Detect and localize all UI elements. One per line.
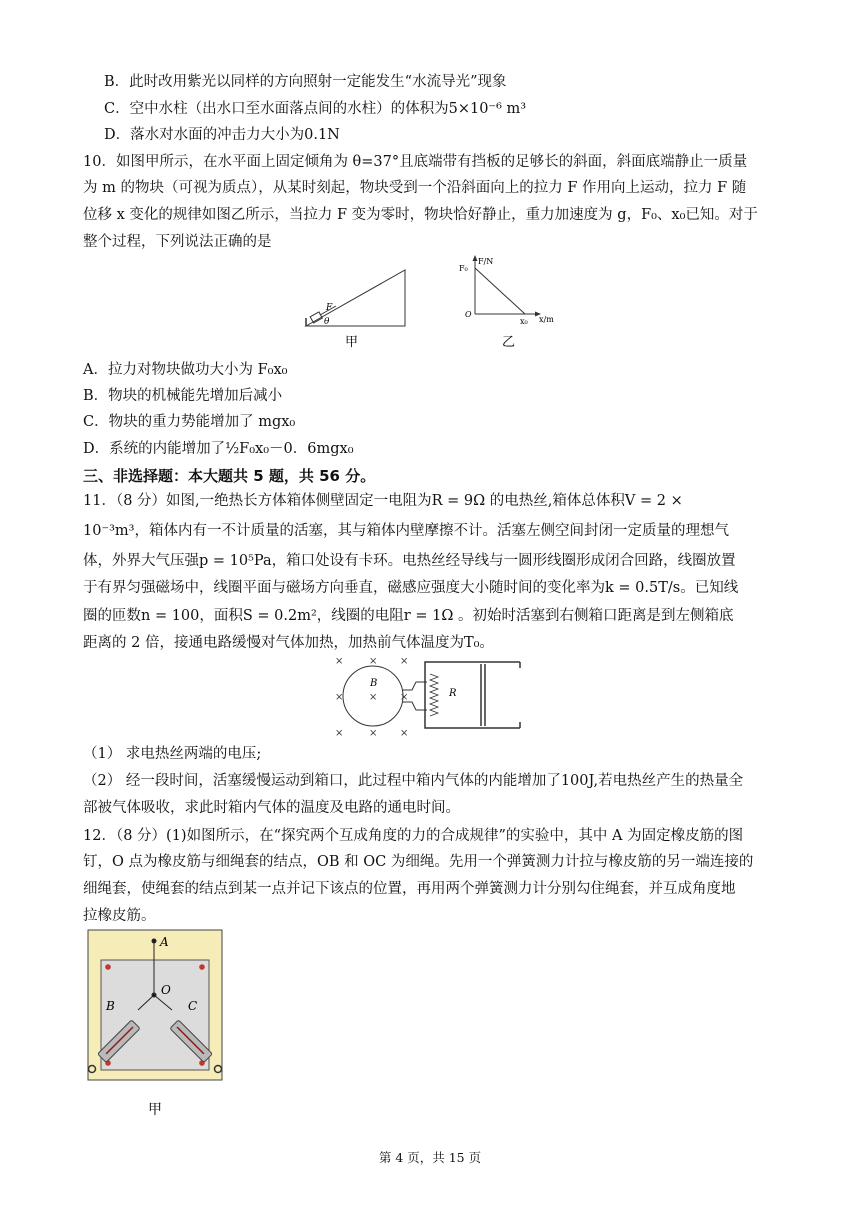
svg-text:×: × <box>369 692 378 703</box>
q11-sub-1: （1） 求电热丝两端的电压; <box>83 746 262 762</box>
q11-line-4: 于有界匀强磁场中，线圈平面与磁场方向垂直，磁感应强度大小随时间的变化率为k = 0.5T/s。已知线 <box>83 580 739 596</box>
q10-yi-y-axis: F/N <box>478 257 494 266</box>
magnetic-field-crosses <box>335 656 408 739</box>
q10-option-d: D．系统的内能增加了½F₀x₀－0．6mgx₀ <box>83 441 354 457</box>
q11-line-1: 11．（8 分）如图,一绝热长方体箱体侧壁固定一电阻为R = 9Ω 的电热丝,箱体总体积V = 2 × <box>83 493 683 509</box>
q10-line-1: 10．如图甲所示，在水平面上固定倾角为 θ=37°且底端带有挡板的足够长的斜面，斜面底端静止一质量 <box>83 154 748 170</box>
svg-text:×: × <box>335 728 344 739</box>
q12-b-label: B <box>106 999 115 1013</box>
q10-yi-origin: O <box>465 310 472 319</box>
svg-text:×: × <box>400 728 409 739</box>
q10-yi-f0: F₀ <box>459 264 468 273</box>
svg-text:×: × <box>335 692 344 703</box>
svg-text:×: × <box>400 692 409 703</box>
q12-line-2: 钉，O 点为橡皮筋与细绳套的结点，OB 和 OC 为细绳。先用一个弹簧测力计拉与橡皮筋的另一端连接的 <box>83 854 754 870</box>
svg-text:×: × <box>369 728 378 739</box>
q10-jia-force-label: F <box>326 303 333 313</box>
q10-jia-angle-label: θ <box>324 317 330 327</box>
q11-sub-2-line-1: （2） 经一段时间，活塞缓慢运动到箱口，此过程中箱内气体的内能增加了100J,若电热丝产生的热量全 <box>83 773 744 789</box>
svg-text:×: × <box>400 656 409 667</box>
q11-line-6: 距离的 2 倍，接通电路缓慢对气体加热，加热前气体温度为T₀。 <box>83 635 494 651</box>
q9-option-d: D．落水对水面的冲击力大小为0.1N <box>104 127 340 143</box>
q12-line-4: 拉橡皮筋。 <box>83 908 156 924</box>
q10-line-2: 为 m 的物块（可视为质点），从某时刻起，物块受到一个沿斜面向上的拉力 F 作用向上运动，拉力 F 随 <box>83 180 747 196</box>
q12-line-1: 12．（8 分）(1)如图所示，在“探究两个互成角度的力的合成规律”的实验中，其中 A 为固定橡皮筋的图 <box>83 828 744 844</box>
q10-line-4: 整个过程，下列说法正确的是 <box>83 234 272 250</box>
q11-figure-circuit <box>330 652 530 740</box>
q11-r-label: R <box>449 688 457 699</box>
q10-jia-caption: 甲 <box>345 335 359 350</box>
q11-line-3: 体，外界大气压强p = 10⁵Pa，箱口处设有卡环。电热丝经导线与一圆形线圈形成闭合回路，线圈放置 <box>83 553 736 569</box>
q12-fig-caption: 甲 <box>148 1102 162 1118</box>
q10-figure-graph <box>455 254 565 354</box>
q12-line-3: 细绳套，使绳套的结点到某一点并记下该点的位置，再用两个弹簧测力计分别勾住绳套，并互成角度地 <box>83 881 736 897</box>
q12-o-label: O <box>161 983 171 997</box>
svg-text:×: × <box>369 656 378 667</box>
q10-yi-caption: 乙 <box>502 335 516 350</box>
q10-yi-x-axis: x/m <box>539 315 554 324</box>
q12-figure-experiment <box>86 928 226 1122</box>
q12-c-label: C <box>188 999 198 1013</box>
q12-a-label: A <box>160 935 169 949</box>
q11-line-5: 圈的匝数n = 100，面积S = 0.2m²，线圈的电阻r = 1Ω 。初始时活塞到右侧箱口距离是到左侧箱底 <box>83 608 734 624</box>
svg-text:×: × <box>335 656 344 667</box>
page-footer: 第 4 页，共 15 页 <box>378 1150 482 1165</box>
q10-yi-x0: x₀ <box>520 317 528 326</box>
q11-b-label: B <box>370 678 378 689</box>
q9-option-b: B．此时改用紫光以同样的方向照射一定能发生“水流导光”现象 <box>104 74 507 90</box>
q10-option-b: B．物块的机械能先增加后减小 <box>83 388 283 404</box>
q10-line-3: 位移 x 变化的规律如图乙所示，当拉力 F 变为零时，物块恰好静止，重力加速度为 g，F₀、x₀已知。对于 <box>83 207 758 223</box>
q10-figure-incline <box>300 262 420 352</box>
q10-option-c: C．物块的重力势能增加了 mgx₀ <box>83 414 296 430</box>
q9-option-c: C．空中水柱（出水口至水面落点间的水柱）的体积为5×10⁻⁶ m³ <box>104 101 527 117</box>
q10-option-a: A．拉力对物块做功大小为 F₀x₀ <box>83 362 288 378</box>
section-3-heading: 三、非选择题：本大题共 5 题，共 56 分。 <box>83 467 376 485</box>
q11-sub-2-line-2: 部被气体吸收，求此时箱内气体的温度及电路的通电时间。 <box>83 800 460 816</box>
q11-line-2: 10⁻³m³，箱体内有一不计质量的活塞，其与箱体内壁摩擦不计。活塞左侧空间封闭一定质量的理想气 <box>83 523 729 539</box>
